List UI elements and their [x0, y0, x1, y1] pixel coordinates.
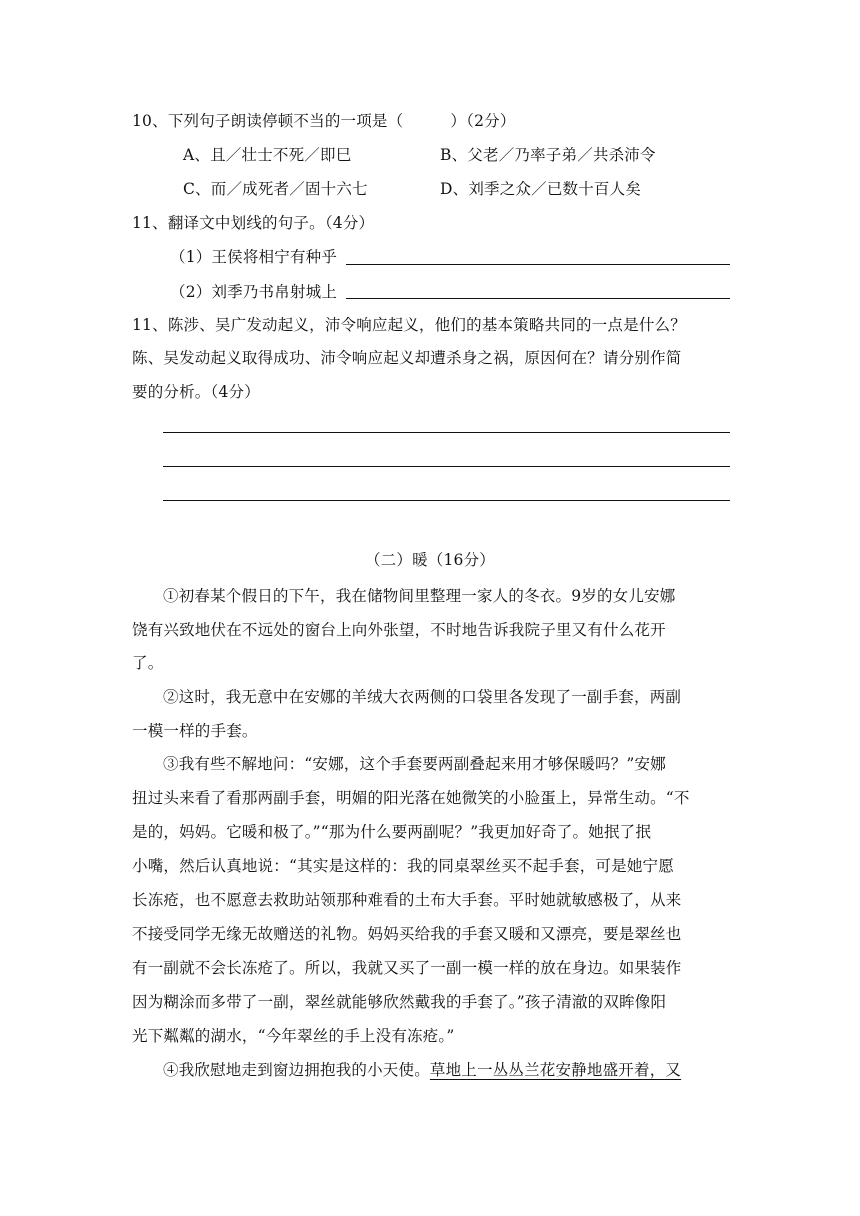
p3-line-6: 不接受同学无缘无故赠送的礼物。妈妈买给我的手套又暖和又漂亮，要是翠丝也 — [132, 925, 682, 943]
answer-line-1[interactable] — [346, 264, 730, 265]
p3-line-2: 扭过头来看了看那两副手套，明媚的阳光落在她微笑的小脸蛋上，异常生动。“不 — [132, 789, 690, 807]
p1-line-1: ①初春某个假日的下午，我在储物间里整理一家人的冬衣。9岁的女儿安娜 — [163, 587, 676, 605]
p4-underlined-text: 草地上一丛丛兰花安静地盛开着，又 — [429, 1061, 682, 1079]
p2-line-2: 一模一样的手套。 — [132, 722, 258, 740]
answer-line-4[interactable] — [163, 466, 730, 467]
section-title: （二）暖（16分） — [364, 551, 496, 569]
q11-analysis-line-2: 陈、吴发动起义取得成功、沛令响应起义却遭杀身之祸，原因何在？请分别作简 — [132, 349, 682, 367]
p3-line-8: 因为糊涂而多带了一副，翠丝就能够欣然戴我的手套了。”孩子清澈的双眸像阳 — [132, 993, 667, 1011]
p3-line-9: 光下粼粼的湖水，“今年翠丝的手上没有冻疮。” — [132, 1027, 455, 1045]
answer-line-2[interactable] — [346, 298, 730, 299]
p3-line-3: 是的，妈妈。它暖和极了。”“那为什么要两副呢？”我更加好奇了。她抿了抿 — [132, 823, 652, 841]
q11-translate-item-1: （1）王侯将相宁有种乎 — [170, 248, 338, 266]
q11-analysis-line-3: 要的分析。（4分） — [132, 383, 260, 401]
q10-option-d: D、刘季之众／已数十百人矣 — [440, 180, 642, 198]
q11-translate-item-2: （2）刘季乃书帛射城上 — [170, 283, 338, 301]
q11-translate-stem: 11、翻译文中划线的句子。（4分） — [132, 214, 375, 232]
p2-line-1: ②这时，我无意中在安娜的羊绒大衣两侧的口袋里各发现了一副手套，两副 — [163, 688, 682, 706]
q11-analysis-line-1: 11、陈涉、吴广发动起义，沛令响应起义，他们的基本策略共同的一点是什么？ — [132, 316, 686, 334]
p1-line-2: 饶有兴致地伏在不远处的窗台上向外张望，不时地告诉我院子里又有什么花开 — [132, 621, 666, 639]
p3-line-1: ③我有些不解地问：“安娜，这个手套要两副叠起来用才够保暖吗？”安娜 — [163, 755, 666, 773]
p4-plain-text: ④我欣慰地走到窗边拥抱我的小天使。 — [163, 1061, 430, 1079]
p1-line-3: 了。 — [132, 654, 164, 672]
q10-option-c: C、而／成死者／固十六七 — [183, 180, 368, 198]
p4-line-1 — [163, 1059, 681, 1081]
q10-stem: 10、下列句子朗读停顿不当的一项是（ ）（2分） — [132, 112, 516, 130]
answer-line-3[interactable] — [163, 432, 730, 433]
q10-option-b: B、父老／乃率子弟／共杀沛令 — [440, 146, 656, 164]
p3-line-4: 小嘴，然后认真地说：“其实是这样的：我的同桌翠丝买不起手套，可是她宁愿 — [132, 857, 674, 875]
p3-line-5: 长冻疮，也不愿意去救助站领那种难看的土布大手套。平时她就敏感极了，从来 — [132, 891, 682, 909]
p3-line-7: 有一副就不会长冻疮了。所以，我就又买了一副一模一样的放在身边。如果装作 — [132, 959, 682, 977]
answer-line-5[interactable] — [163, 500, 730, 501]
q10-option-a: A、且／壮士不死／即巳 — [183, 146, 352, 164]
